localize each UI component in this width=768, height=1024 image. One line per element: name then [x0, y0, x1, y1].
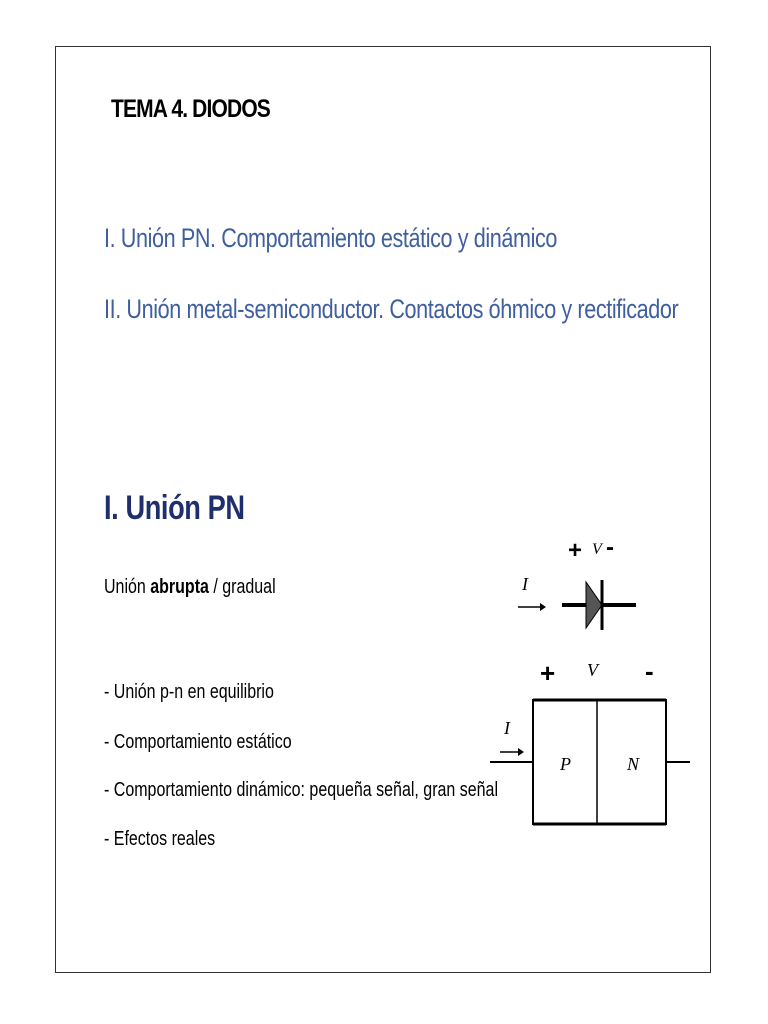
toc-item-2: II. Unión metal-semiconductor. Contactos óhmico y rectificador: [104, 294, 679, 324]
bullet-item-4: - Efectos reales: [104, 828, 216, 850]
symbol-current-label: I: [522, 574, 528, 594]
symbol-plus-label: +: [568, 537, 583, 564]
union-type-line: [104, 576, 276, 599]
union-type-suffix: / gradual: [208, 576, 276, 598]
junction-voltage-label: V: [587, 660, 598, 680]
symbol-voltage-label: V: [592, 541, 602, 558]
diode-diagram: [490, 530, 700, 830]
bullet-item-1: - Unión p-n en equilibrio: [104, 681, 274, 703]
symbol-current-arrow-head: [540, 603, 546, 611]
junction-current-arrow-head: [518, 748, 524, 756]
n-region-label: N: [627, 754, 640, 774]
bullet-item-2: - Comportamiento estático: [104, 731, 292, 753]
junction-minus-label: -: [645, 656, 654, 686]
junction-plus-label: +: [540, 658, 556, 688]
diode-symbol-icon: [518, 534, 636, 630]
union-type-bold: abrupta: [150, 576, 209, 598]
symbol-minus-label: -: [606, 534, 614, 561]
symbol-triangle: [586, 582, 602, 628]
bullet-item-3: - Comportamiento dinámico: pequeña señal, gran señal: [104, 779, 499, 801]
union-type-prefix: Unión: [104, 576, 151, 598]
pn-junction-icon: [490, 656, 690, 824]
page-title: TEMA 4. DIODOS: [111, 95, 270, 123]
toc-item-1: I. Unión PN. Comportamiento estático y dinámico: [104, 223, 558, 253]
junction-body: [533, 700, 666, 824]
section-heading: I. Unión PN: [104, 489, 245, 527]
p-region-label: P: [560, 754, 571, 774]
junction-current-label: I: [504, 718, 510, 738]
